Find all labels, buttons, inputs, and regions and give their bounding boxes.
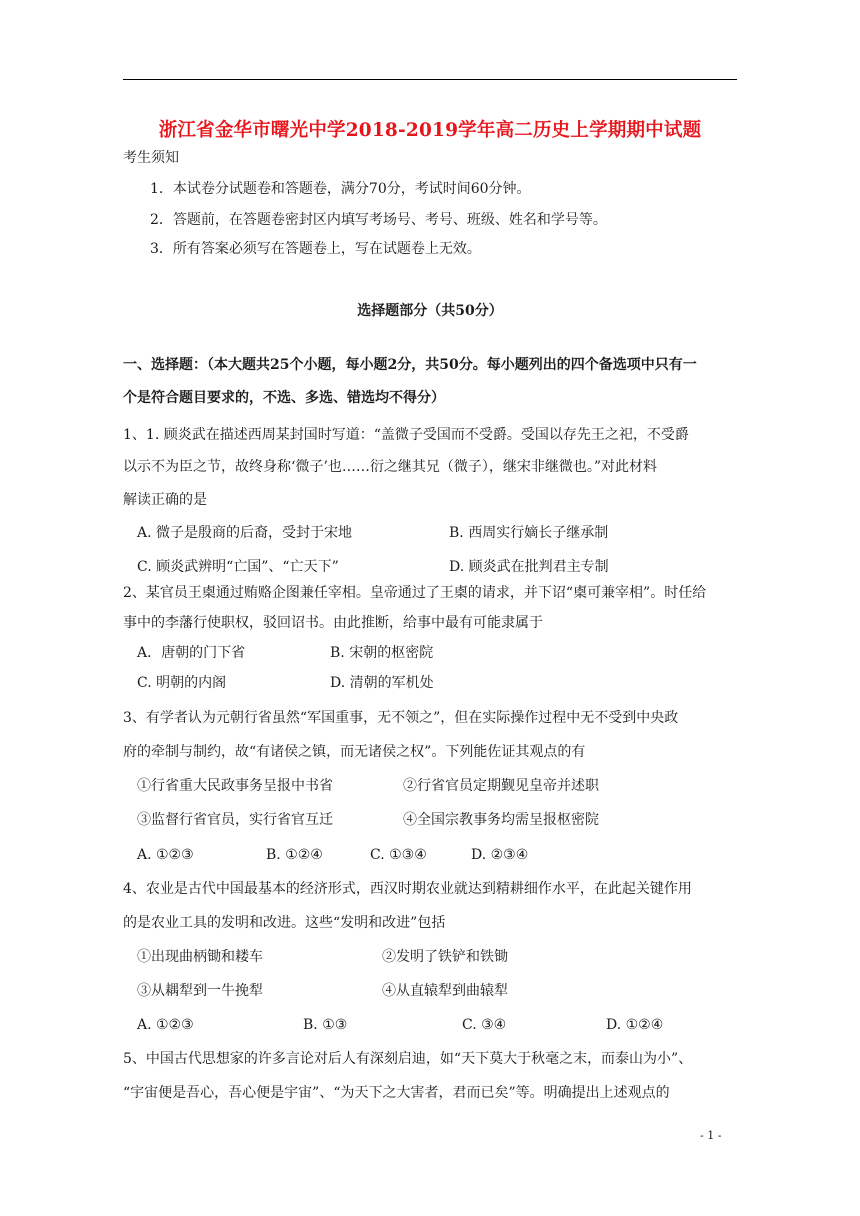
question-3-option-b: B. ①②④ <box>266 847 323 863</box>
question-2-option-c: C. 明朝的内阁 <box>137 675 227 691</box>
section-title: 选择题部分（共50分） <box>357 303 503 319</box>
question-3-option-d: D. ②③④ <box>471 847 529 863</box>
question-3-option-c: C. ①③④ <box>370 847 427 863</box>
question-3-option-a: A. ①②③ <box>137 847 194 863</box>
question-3-stem: 府的牵制与制约，故“有诸侯之镇，而无诸侯之权”。下列能佐证其观点的有 <box>123 744 586 760</box>
question-4-option-c: C. ③④ <box>462 1017 507 1033</box>
question-4-statement: ①出现曲柄锄和耧车 <box>137 949 263 965</box>
question-4-option-d: D. ①②④ <box>606 1017 664 1033</box>
header-rule <box>123 79 737 80</box>
question-2-stem: 事中的李藩行使职权，驳回诏书。由此推断，给事中最有可能隶属于 <box>123 615 543 631</box>
instructions-line: 一、选择题：（本大题共25个小题，每小题2分，共50分。每小题列出的四个备选项中只有一 <box>123 357 697 373</box>
question-3-statement: ②行省官员定期觐见皇帝并述职 <box>403 778 599 794</box>
question-3-statement: ①行省重大民政事务呈报中书省 <box>137 778 333 794</box>
notice-item: 3．所有答案必须写在答题卷上，写在试题卷上无效。 <box>150 241 481 257</box>
exam-title: 浙江省金华市曙光中学2018-2019学年高二历史上学期期中试题 <box>158 120 702 141</box>
question-1-option-b: B. 西周实行嫡长子继承制 <box>449 525 609 541</box>
question-3-statement: ③监督行省官员，实行省官互迁 <box>137 812 333 828</box>
question-1-option-d: D. 顾炎武在批判君主专制 <box>449 559 609 575</box>
question-4-stem: 的是农业工具的发明和改进。这些“发明和改进”包括 <box>123 915 446 931</box>
question-4-option-a: A. ①②③ <box>137 1017 194 1033</box>
question-2-option-d: D. 清朝的军机处 <box>330 675 434 691</box>
question-1-stem: 以示不为臣之节，故终身称‘微子’也……衍之继其兄（微子），继宋非继微也。”对此材料 <box>123 459 658 475</box>
page-number: - 1 - <box>700 1129 722 1142</box>
question-5-stem: “宇宙便是吾心，吾心便是宇宙”、“为天下之大害者，君而已矣”等。明确提出上述观点的 <box>123 1085 670 1101</box>
question-4-statement: ②发明了铁铲和铁锄 <box>382 949 508 965</box>
notice-item: 1．本试卷分试题卷和答题卷，满分70分，考试时间60分钟。 <box>150 181 531 197</box>
question-4-statement: ④从直辕犁到曲辕犁 <box>382 983 508 999</box>
question-1-stem: 1、1. 顾炎武在描述西周某封国时写道：“盖微子受国而不受爵。受国以存先王之祀，不受爵 <box>123 427 689 443</box>
question-2-stem: 2、某官员王㮚通过贿赂企图兼任宰相。皇帝通过了王㮚的请求，并下诏“㮚可兼宰相”。时任给 <box>123 585 707 601</box>
question-4-statement: ③从耦犁到一牛挽犁 <box>137 983 263 999</box>
question-1-option-c: C. 顾炎武辨明“亡国”、“亡天下” <box>137 559 339 575</box>
question-3-statement: ④全国宗教事务均需呈报枢密院 <box>403 812 599 828</box>
question-4-option-b: B. ①③ <box>303 1017 348 1033</box>
instructions-line: 个是符合题目要求的，不选、多选、错选均不得分） <box>123 390 445 406</box>
notice-heading: 考生须知 <box>123 150 179 166</box>
question-1-option-a: A. 微子是殷商的后裔，受封于宋地 <box>137 525 353 541</box>
question-1-stem: 解读正确的是 <box>123 492 207 508</box>
notice-item: 2．答题前，在答题卷密封区内填写考场号、考号、班级、姓名和学号等。 <box>150 212 607 228</box>
question-3-stem: 3、有学者认为元朝行省虽然“军国重事，无不领之”，但在实际操作过程中无不受到中央政 <box>123 710 679 726</box>
question-5-stem: 5、中国古代思想家的许多言论对后人有深刻启迪，如“天下莫大于秋毫之末，而泰山为小”、 <box>123 1051 693 1067</box>
question-4-stem: 4、农业是古代中国最基本的经济形式，西汉时期农业就达到精耕细作水平，在此起关键作用 <box>123 881 692 897</box>
question-2-option-a: A．唐朝的门下省 <box>137 645 246 661</box>
question-2-option-b: B. 宋朝的枢密院 <box>330 645 434 661</box>
